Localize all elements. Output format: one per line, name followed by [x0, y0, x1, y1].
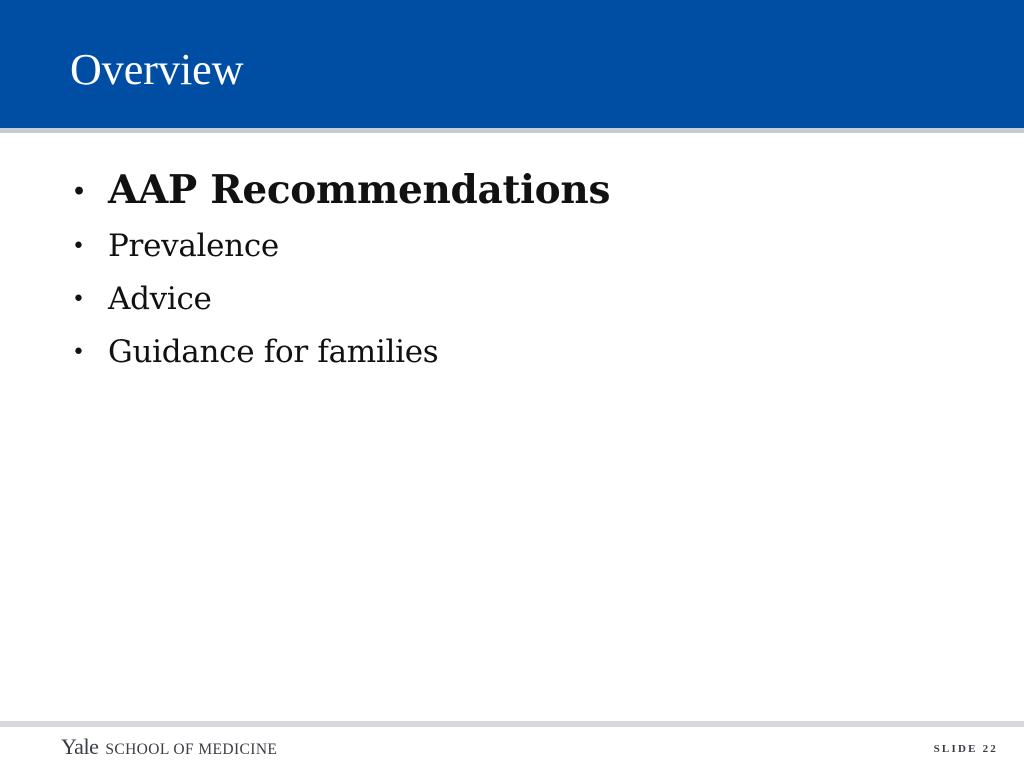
bullet-dot-icon: •: [72, 287, 85, 312]
bullet-item-guidance-for-families: [70, 326, 610, 379]
bullet-dot-icon: •: [72, 234, 85, 259]
title-bar: [0, 0, 1024, 128]
footer-divider: [0, 721, 1024, 727]
bullet-item-advice: [70, 273, 610, 326]
logo-school-name: SCHOOL OF MEDICINE: [105, 741, 278, 758]
bullet-text: Guidance for families: [108, 334, 439, 370]
bullet-item-aap-recommendations: [70, 160, 610, 220]
bullet-text: AAP Recommendations: [108, 167, 611, 213]
logo-yale-wordmark: Yale: [61, 734, 99, 759]
bullet-list: [70, 160, 610, 379]
slide-number-value: 22: [982, 743, 998, 755]
slide-number: [934, 743, 998, 755]
slide-number-label: SLIDE: [933, 743, 978, 755]
bullet-text: Advice: [108, 281, 212, 317]
bullet-item-prevalence: [70, 220, 610, 273]
yale-school-of-medicine-logo: [61, 734, 277, 760]
bullet-text: Prevalence: [108, 228, 279, 264]
slide-title: Overview: [70, 45, 244, 94]
title-bar-divider: [0, 128, 1024, 133]
bullet-dot-icon: •: [72, 340, 85, 365]
bullet-dot-icon: •: [72, 179, 86, 205]
